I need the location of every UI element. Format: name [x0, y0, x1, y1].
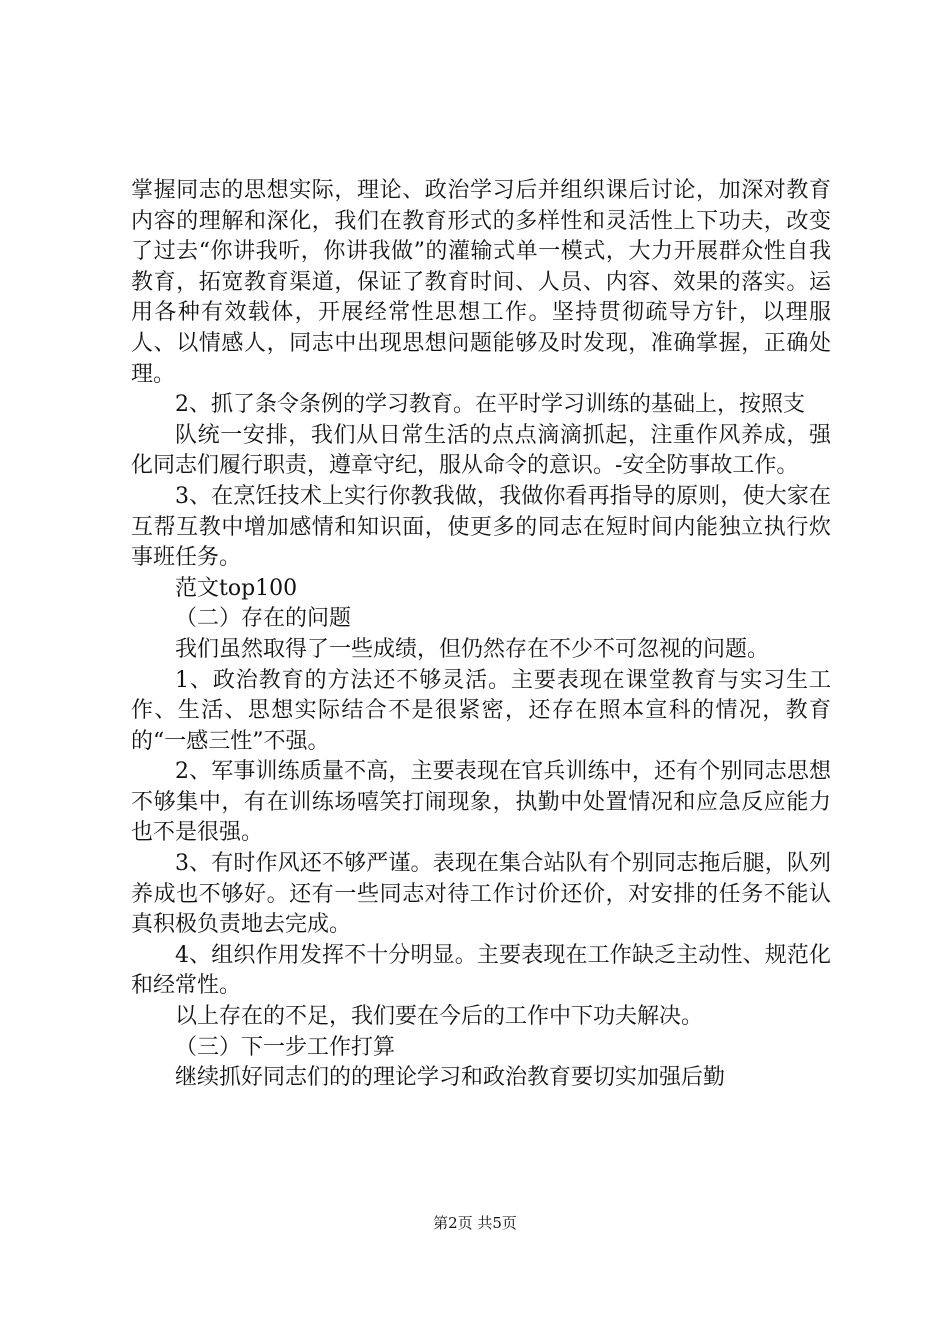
paragraph: （三）下一步工作打算: [175, 1034, 396, 1060]
paragraph: 范文top100: [175, 575, 298, 601]
document-body: [131, 176, 831, 1094]
paragraph: 2、抓了条令条例的学习教育。在平时学习训练的基础上，按照支: [175, 392, 805, 418]
page-footer: 第2页 共5页: [433, 1214, 517, 1232]
paragraph: 以上存在的不足，我们要在今后的工作中下功夫解决。: [175, 1004, 704, 1030]
paragraph: 继续抓好同志们的的理论学习和政治教育要切实加强后勤: [175, 1065, 726, 1091]
paragraph: 4、组织作用发挥不十分明显。主要表现在工作缺乏主动性、规范化和经常性。: [131, 942, 831, 999]
paragraph: 3、有时作风还不够严谨。表现在集合站队有个别同志拖后腿，队列养成也不够好。还有一些同志对待工作讨价还价，对安排的任务不能认真积极负责地去完成。: [131, 851, 831, 938]
paragraph: 3、在烹饪技术上实行你教我做，我做你看再指导的原则，使大家在互帮互教中增加感情和知识面，使更多的同志在短时间内能独立执行炊事班任务。: [131, 483, 831, 571]
paragraph: 掌握同志的思想实际，理论、政治学习后并组织课后讨论，加深对教育内容的理解和深化，我们在教育形式的多样性和灵活性上下功夫，改变了过去“你讲我听，你讲我做”的灌输式单一模式，大力开展群众性自我教育，拓宽教育渠道，保证了教育时间、人员、内容、效果的落实。运用各种有效载体，开展经常性思想工作。坚持贯彻疏导方针，以理服人、以情感人，同志中出现思想问题能够及时发现，准确掌握，正确处理。: [131, 178, 831, 387]
paragraph: 队统一安排，我们从日常生活的点点滴滴抓起，注重作风养成，强化同志们履行职责，遵章守纪，服从命令的意识。-安全防事故工作。: [131, 422, 831, 479]
paragraph: （二）存在的问题: [175, 606, 352, 632]
paragraph: 1、政治教育的方法还不够灵活。主要表现在课堂教育与实习生工作、生活、思想实际结合不是很紧密，还存在照本宣科的情况，教育的“一感三性”不强。: [131, 667, 831, 754]
paragraph: 2、军事训练质量不高，主要表现在官兵训练中，还有个别同志思想不够集中，有在训练场嘻笑打闹现象，执勤中处置情况和应急反应能力也不是很强。: [131, 759, 831, 846]
paragraph: 我们虽然取得了一些成绩，但仍然存在不少不可忽视的问题。: [175, 636, 770, 662]
